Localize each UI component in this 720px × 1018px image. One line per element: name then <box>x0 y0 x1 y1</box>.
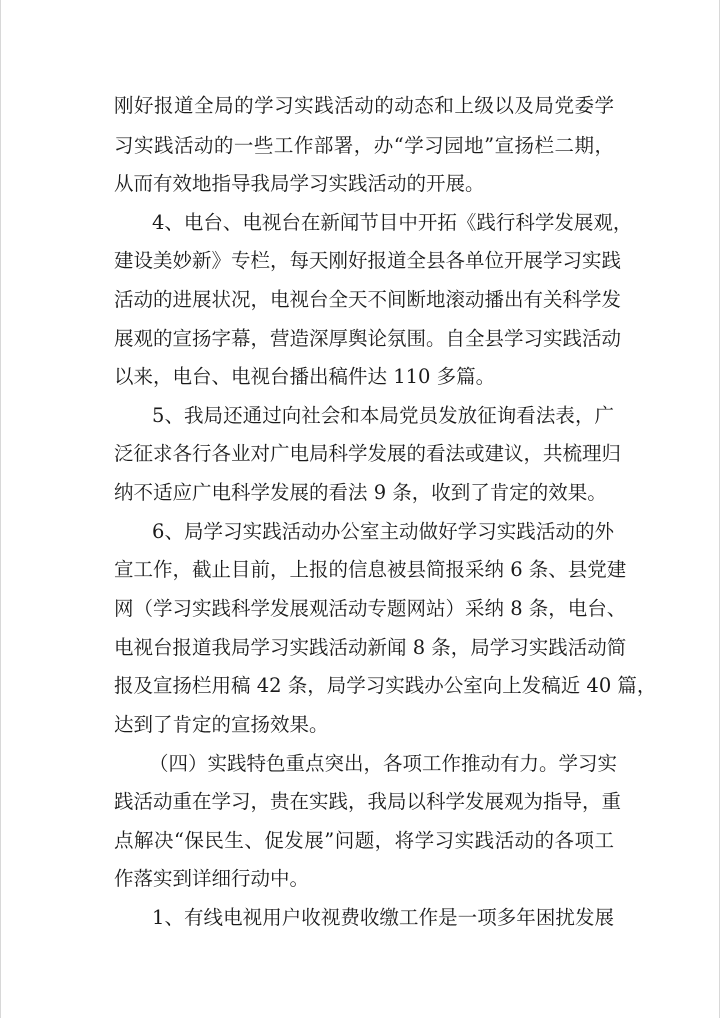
text-line: 报及宣扬栏用稿 42 条，局学习实践办公室向上发稿近 40 篇， <box>114 674 657 697</box>
text-line: 建设美妙新》专栏，每天刚好报道全县各单位开展学习实践 <box>114 249 622 272</box>
text-line: 践活动重在学习，贵在实践，我局以科学发展观为指导，重 <box>114 790 622 813</box>
text-line: 6、局学习实践活动办公室主动做好学习实践活动的外 <box>152 520 614 543</box>
text-line: 以来，电台、电视台播出稿件达 110 多篇。 <box>114 365 496 388</box>
text-line: 展观的宣扬字幕，营造深厚舆论氛围。自全县学习实践活动 <box>114 327 622 350</box>
text-line: 电视台报道我局学习实践活动新闻 8 条，局学习实践活动简 <box>114 636 627 659</box>
text-line: 从而有效地指导我局学习实践活动的开展。 <box>114 172 485 195</box>
text-line: 宣工作，截止目前，上报的信息被县简报采纳 6 条、县党建 <box>114 558 627 581</box>
text-line: 作落实到详细行动中。 <box>114 867 310 890</box>
text-line: 活动的进展状况，电视台全天不间断地滚动播出有关科学发 <box>114 288 622 311</box>
text-line: 1、有线电视用户收视费收缴工作是一项多年困扰发展 <box>152 906 614 929</box>
text-line: 纳不适应广电科学发展的看法 9 条，收到了肯定的效果。 <box>114 481 607 504</box>
text-line: 泛征求各行各业对广电局科学发展的看法或建议，共梳理归 <box>114 442 622 465</box>
text-line: 网（学习实践科学发展观活动专题网站）采纳 8 条，电台、 <box>114 597 627 620</box>
text-line: 5、我局还通过向社会和本局党员发放征询看法表，广 <box>152 404 614 427</box>
text-line: 4、电台、电视台在新闻节目中开拓《践行科学发展观， <box>152 211 633 234</box>
text-line: 达到了肯定的宣扬效果。 <box>114 713 329 736</box>
section-heading-line: （四）实践特色重点突出，各项工作推动有力。学习实 <box>149 752 618 775</box>
text-line: 刚好报道全局的学习实践活动的动态和上级以及局党委学 <box>114 94 614 117</box>
text-line: 习实践活动的一些工作部署，办“学习园地”宣扬栏二期， <box>114 134 614 157</box>
text-line: 点解决“保民生、促发展”问题，将学习实践活动的各项工 <box>114 829 614 852</box>
